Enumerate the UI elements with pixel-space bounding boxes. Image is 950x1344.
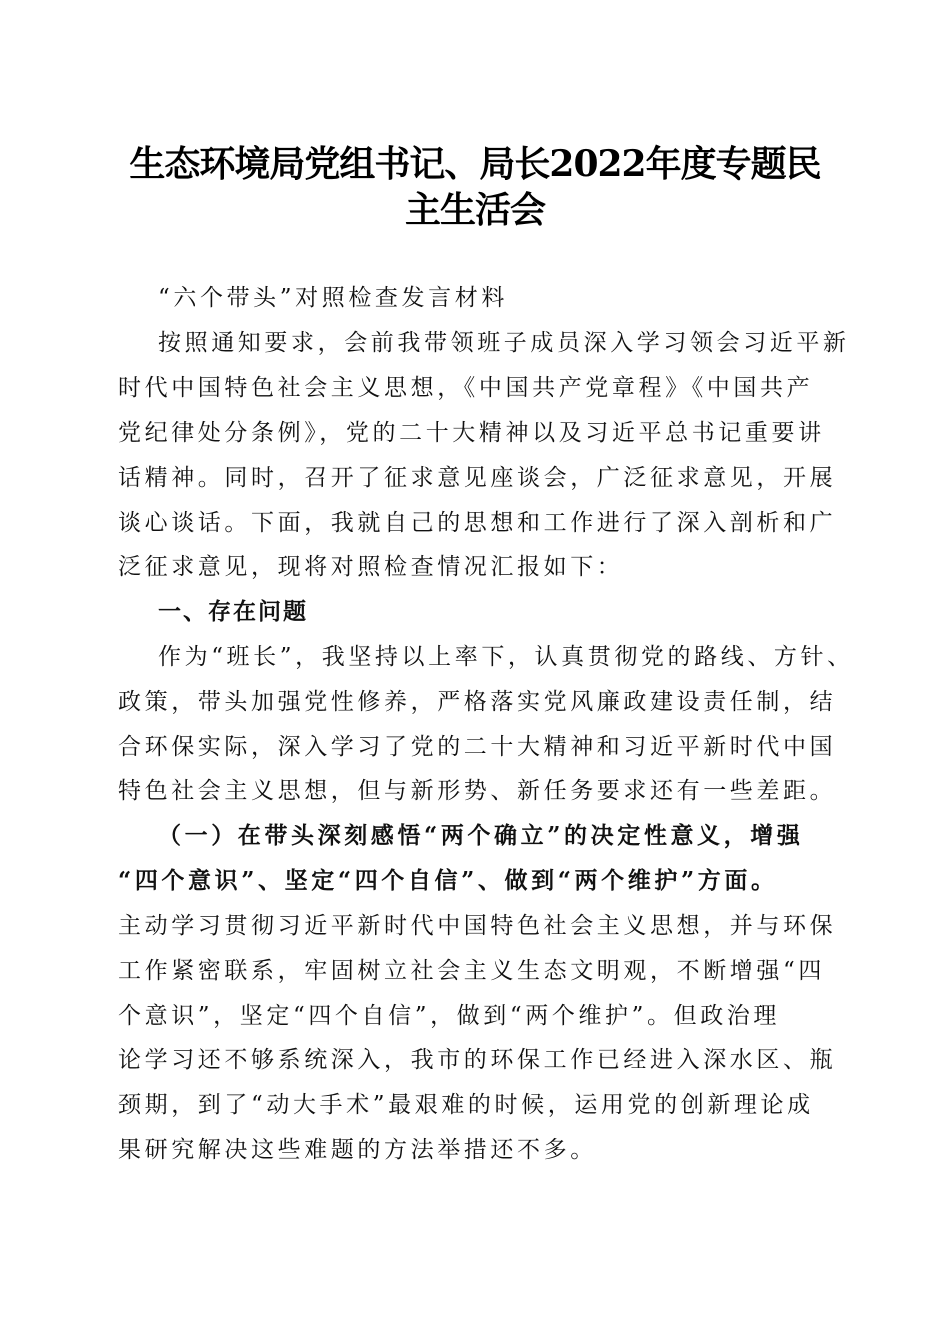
body-line: 工作紧密联系，牢固树立社会主义生态文明观，不断增强“四 [118,958,825,984]
body-line: 谈心谈话。下面，我就自己的思想和工作进行了深入剖析和广 [118,510,837,536]
document-title-line-2: 主生活会 [404,189,545,231]
body-line: 果研究解决这些难题的方法举措还不多。 [118,1137,597,1163]
subsection-heading-line-1: （一）在带头深刻感悟“两个确立”的决定性意义，增强 [158,822,804,849]
subtitle-line: “六个带头”对照检查发言材料 [158,285,508,311]
subsection-heading-line-2: “四个意识”、坚定“四个自信”、做到“两个维护”方面。 [118,867,778,894]
body-line: 合环保实际，深入学习了党的二十大精神和习近平新时代中国 [118,734,837,760]
body-line: 特色社会主义思想，但与新形势、新任务要求还有一些差距。 [118,778,837,804]
body-line: 论学习还不够系统深入，我市的环保工作已经进入深水区、瓶 [118,1047,837,1073]
body-line: 作为“班长”，我坚持以上率下，认真贯彻党的路线、方针、 [158,644,854,670]
body-line: 党纪律处分条例》，党的二十大精神以及习近平总书记重要讲 [118,420,825,446]
body-line: 政策，带头加强党性修养，严格落实党风廉政建设责任制，结 [118,689,837,715]
body-line: 时代中国特色社会主义思想，《中国共产党章程》《中国共产 [118,375,814,401]
body-line: 颈期，到了“动大手术”最艰难的时候，运用党的创新理论成 [118,1092,814,1118]
body-line: 泛征求意见，现将对照检查情况汇报如下： [118,554,624,580]
body-line: 按照通知要求，会前我带领班子成员深入学习领会习近平新 [158,330,850,356]
section-heading: 一、存在问题 [158,599,308,625]
body-line: 个意识”，坚定“四个自信”，做到“两个维护”。但政治理 [118,1003,780,1029]
body-line: 话精神。同时，召开了征求意见座谈会，广泛征求意见，开展 [118,465,837,491]
body-line: 主动学习贯彻习近平新时代中国特色社会主义思想，并与环保 [118,913,837,939]
document-title-line-1: 生态环境局党组书记、局长2022年度专题民 [129,143,821,185]
